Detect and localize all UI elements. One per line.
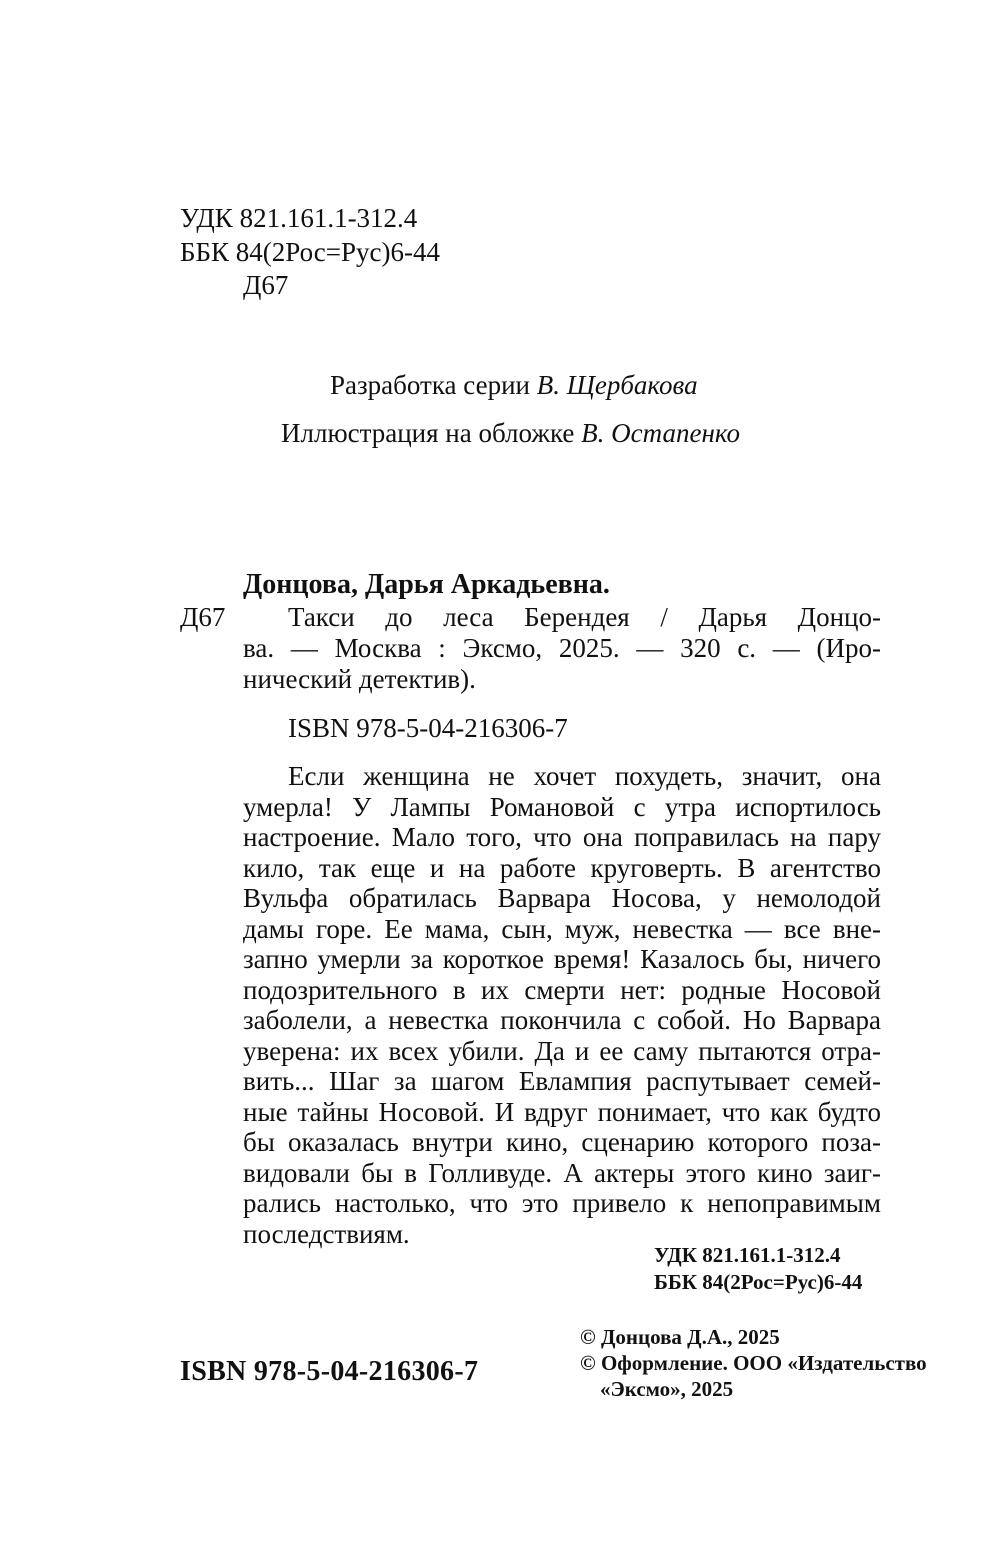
author-mark-top: Д67 [243,270,289,300]
illustration-credit [281,418,740,449]
annotation-line: Если женщина не хочет похудеть, значит, она [288,761,881,791]
copyright-publisher: «Эксмо», 2025 [600,1377,734,1401]
description-line: Такси до леса Берендея / Дарья Донцо- [288,602,881,632]
annotation-line: настроение. Мало того, что она поправилась на пару [243,822,881,852]
annotation-line: умерла! У Лампы Романовой с утра испортилось [243,791,881,822]
annotation-line: рались настолько, что это привело к непоправимым [243,1188,881,1218]
bbk-code-top: ББК 84(2Рос=Рус)6-44 [180,237,440,267]
annotation-line: заболели, а невестка покончила с собой. Но Варвара [243,1005,881,1035]
annotation-line: ные тайны Носовой. И вдруг понимает, что как будто [243,1096,881,1127]
annotation-line: подозрительного в их смерти нет: родные Носовой [243,974,881,1005]
illustration-credit-label: Иллюстрация на обложке [281,418,582,448]
annotation [243,761,881,1249]
udk-code-bottom: УДК 821.161.1-312.4 [654,1243,841,1267]
annotation-line: уверена: их всех убили. Да и ее саму пытаются отра- [243,1035,881,1066]
annotation-line: кило, так еще и на работе круговерть. В агентство [243,852,881,883]
illustration-credit-name: В. Остапенко [581,418,740,448]
bbk-code-bottom: ББК 84(2Рос=Рус)6-44 [654,1270,863,1294]
author-mark-card: Д67 [180,602,226,632]
annotation-line: Вульфа обратилась Варвара Носова, у немолодой [243,883,881,913]
copyright-design: © Оформление. ООО «Издательство [580,1351,927,1375]
author-heading: Донцова, Дарья Аркадьевна. [243,569,610,600]
series-credit-name: В. Щербакова [536,370,698,400]
annotation-line: вить... Шаг за шагом Евлампия распутывает семей- [243,1066,881,1096]
bibliographic-description [243,602,881,695]
annotation-line: последствиям. [243,1218,410,1249]
annotation-line: видовали бы в Голливуде. А актеры этого кино заиг- [243,1157,881,1188]
annotation-line: бы оказалась внутри кино, сценарию которого поза- [243,1127,881,1157]
series-credit [330,370,698,401]
isbn-bottom: ISBN 978-5-04-216306-7 [180,1356,479,1387]
udk-code-top: УДК 821.161.1-312.4 [180,203,418,233]
description-line: ва. — Москва : Эксмо, 2025. — 320 с. — (Иро- [243,633,881,663]
series-credit-label: Разработка серии [330,370,537,400]
description-line: нический детектив). [243,664,476,694]
isbn-card: ISBN 978-5-04-216306-7 [288,713,568,743]
annotation-line: дамы горе. Ее мама, сын, муж, невестка — все вне- [243,913,881,944]
annotation-line: запно умерли за короткое время! Казалось бы, ничего [243,944,881,974]
copyright-author: © Донцова Д.А., 2025 [580,1325,780,1349]
